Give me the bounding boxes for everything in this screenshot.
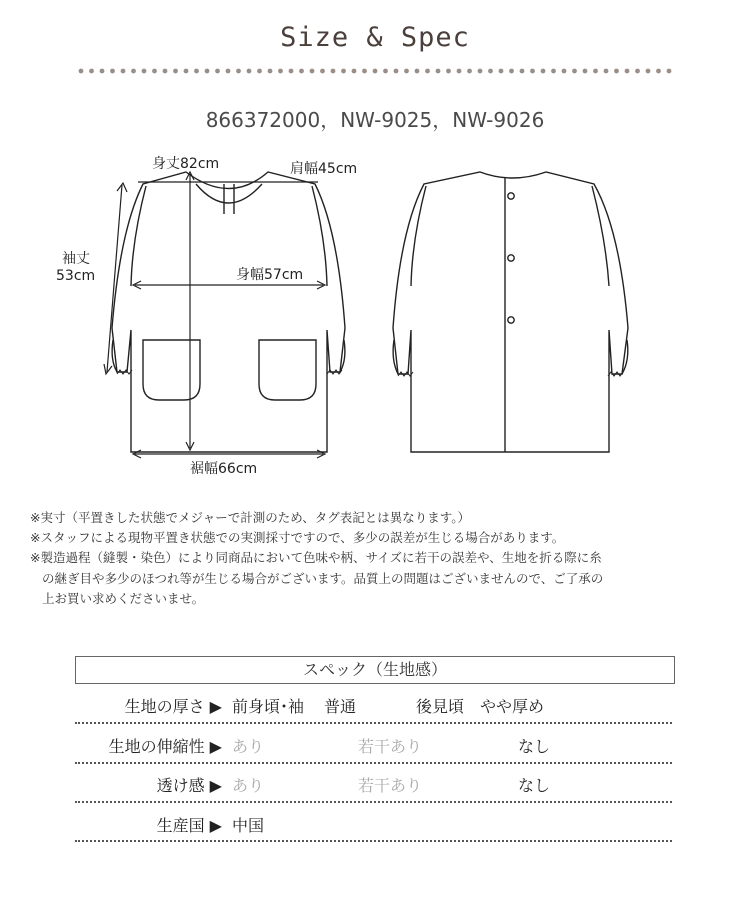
divider-dot xyxy=(488,69,493,74)
divider-dot xyxy=(121,69,126,74)
spec-cell-slightly-thick: やや厚め xyxy=(480,697,545,716)
divider-dot xyxy=(457,69,462,74)
divider-dot xyxy=(509,69,514,74)
divider-dot xyxy=(583,69,588,74)
model-numbers: 866372000，NW-9025，NW-9026 xyxy=(205,108,545,132)
divider-dot xyxy=(604,69,609,74)
divider-dot xyxy=(310,69,315,74)
divider-dot xyxy=(110,69,115,74)
divider-dot xyxy=(499,69,504,74)
spec-row-label-origin: 生産国 ▶ xyxy=(156,816,222,835)
divider-dot xyxy=(593,69,598,74)
spec-cell-sheer-yes: あり xyxy=(232,776,265,795)
divider-dot xyxy=(373,69,378,74)
divider-dot xyxy=(572,69,577,74)
divider-dot xyxy=(394,69,399,74)
spec-cell-stretch-none: なし xyxy=(518,737,551,756)
divider-dot xyxy=(184,69,189,74)
spec-cell-stretch-yes: あり xyxy=(232,737,265,756)
divider-dot xyxy=(625,69,630,74)
spec-cell-origin-china: 中国 xyxy=(232,816,265,835)
divider-dot xyxy=(520,69,525,74)
spec-row-divider xyxy=(75,840,672,842)
divider-dot xyxy=(614,69,619,74)
divider-dot xyxy=(278,69,283,74)
spec-row-divider xyxy=(75,722,672,724)
divider-dot xyxy=(268,69,273,74)
divider-dot xyxy=(289,69,294,74)
sleeve-length-value: 53cm xyxy=(56,268,96,284)
divider-dot xyxy=(131,69,136,74)
divider-dot xyxy=(530,69,535,74)
smock-back-illustration xyxy=(378,160,646,460)
divider-dot xyxy=(173,69,178,74)
body-length-label: 身丈82cm xyxy=(152,156,220,172)
divider-dot xyxy=(331,69,336,74)
divider-dot xyxy=(467,69,472,74)
hem-width-label: 裾幅66cm xyxy=(190,461,258,477)
note-measurement: ※実寸（平置きした状態でメジャーで計測のため、タグ表記とは異なります。） xyxy=(30,510,470,525)
shoulder-width-label: 肩幅45cm xyxy=(290,161,358,177)
divider-dot xyxy=(215,69,220,74)
divider-dot xyxy=(89,69,94,74)
divider-dot xyxy=(656,69,661,74)
divider-dot xyxy=(247,69,252,74)
divider-dot xyxy=(352,69,357,74)
note-manufacturing-line-2: の継ぎ目や多少のほつれ等が生じる場合がございます。品質上の問題はございませんので、ご了承の xyxy=(42,571,604,586)
smock-front-illustration xyxy=(95,160,360,460)
divider-dot xyxy=(551,69,556,74)
divider-dot xyxy=(383,69,388,74)
note-manufacturing-line-1: ※製造過程（縫製・染色）により同商品において色味や柄、サイズに若干の誤差や、生地を折る際に糸 xyxy=(30,550,602,565)
divider-dot xyxy=(194,69,199,74)
divider-dot xyxy=(541,69,546,74)
divider-dot xyxy=(436,69,441,74)
title-dotted-divider xyxy=(78,68,672,74)
spec-cell-back: 後見頃 xyxy=(416,697,465,716)
divider-dot xyxy=(79,69,84,74)
spec-row-divider xyxy=(75,762,672,764)
divider-dot xyxy=(562,69,567,74)
divider-dot xyxy=(163,69,168,74)
divider-dot xyxy=(152,69,157,74)
divider-dot xyxy=(478,69,483,74)
divider-dot xyxy=(299,69,304,74)
spec-row-divider xyxy=(75,801,672,803)
spec-row-label-transparency: 透け感 ▶ xyxy=(156,776,222,795)
spec-table-header: スペック（生地感） xyxy=(75,656,675,684)
divider-dot xyxy=(425,69,430,74)
divider-dot xyxy=(236,69,241,74)
divider-dot xyxy=(404,69,409,74)
spec-cell-normal: 普通 xyxy=(324,697,357,716)
divider-dot xyxy=(205,69,210,74)
divider-dot xyxy=(362,69,367,74)
spec-row-label-thickness: 生地の厚さ ▶ xyxy=(124,697,222,716)
sleeve-length-label: 袖丈 xyxy=(62,251,90,267)
page-title: Size & Spec xyxy=(280,22,470,53)
spec-cell-stretch-slight: 若干あり xyxy=(358,737,423,756)
divider-dot xyxy=(635,69,640,74)
chest-width-label: 身幅57cm xyxy=(236,267,304,283)
note-tolerance: ※スタッフによる現物平置き状態での実測採寸ですので、多少の誤差が生じる場合があります。 xyxy=(30,530,565,545)
spec-row-label-stretch: 生地の伸縮性 ▶ xyxy=(108,737,222,756)
divider-dot xyxy=(646,69,651,74)
note-manufacturing-line-3: 上お買い求めくださいませ。 xyxy=(42,591,205,606)
divider-dot xyxy=(415,69,420,74)
divider-dot xyxy=(100,69,105,74)
divider-dot xyxy=(446,69,451,74)
spec-cell-sheer-slight: 若干あり xyxy=(358,776,423,795)
spec-cell-front-sleeve: 前身頃･袖 xyxy=(232,697,305,716)
spec-cell-sheer-none: なし xyxy=(518,776,551,795)
divider-dot xyxy=(341,69,346,74)
divider-dot xyxy=(226,69,231,74)
divider-dot xyxy=(667,69,672,74)
divider-dot xyxy=(142,69,147,74)
divider-dot xyxy=(257,69,262,74)
divider-dot xyxy=(320,69,325,74)
